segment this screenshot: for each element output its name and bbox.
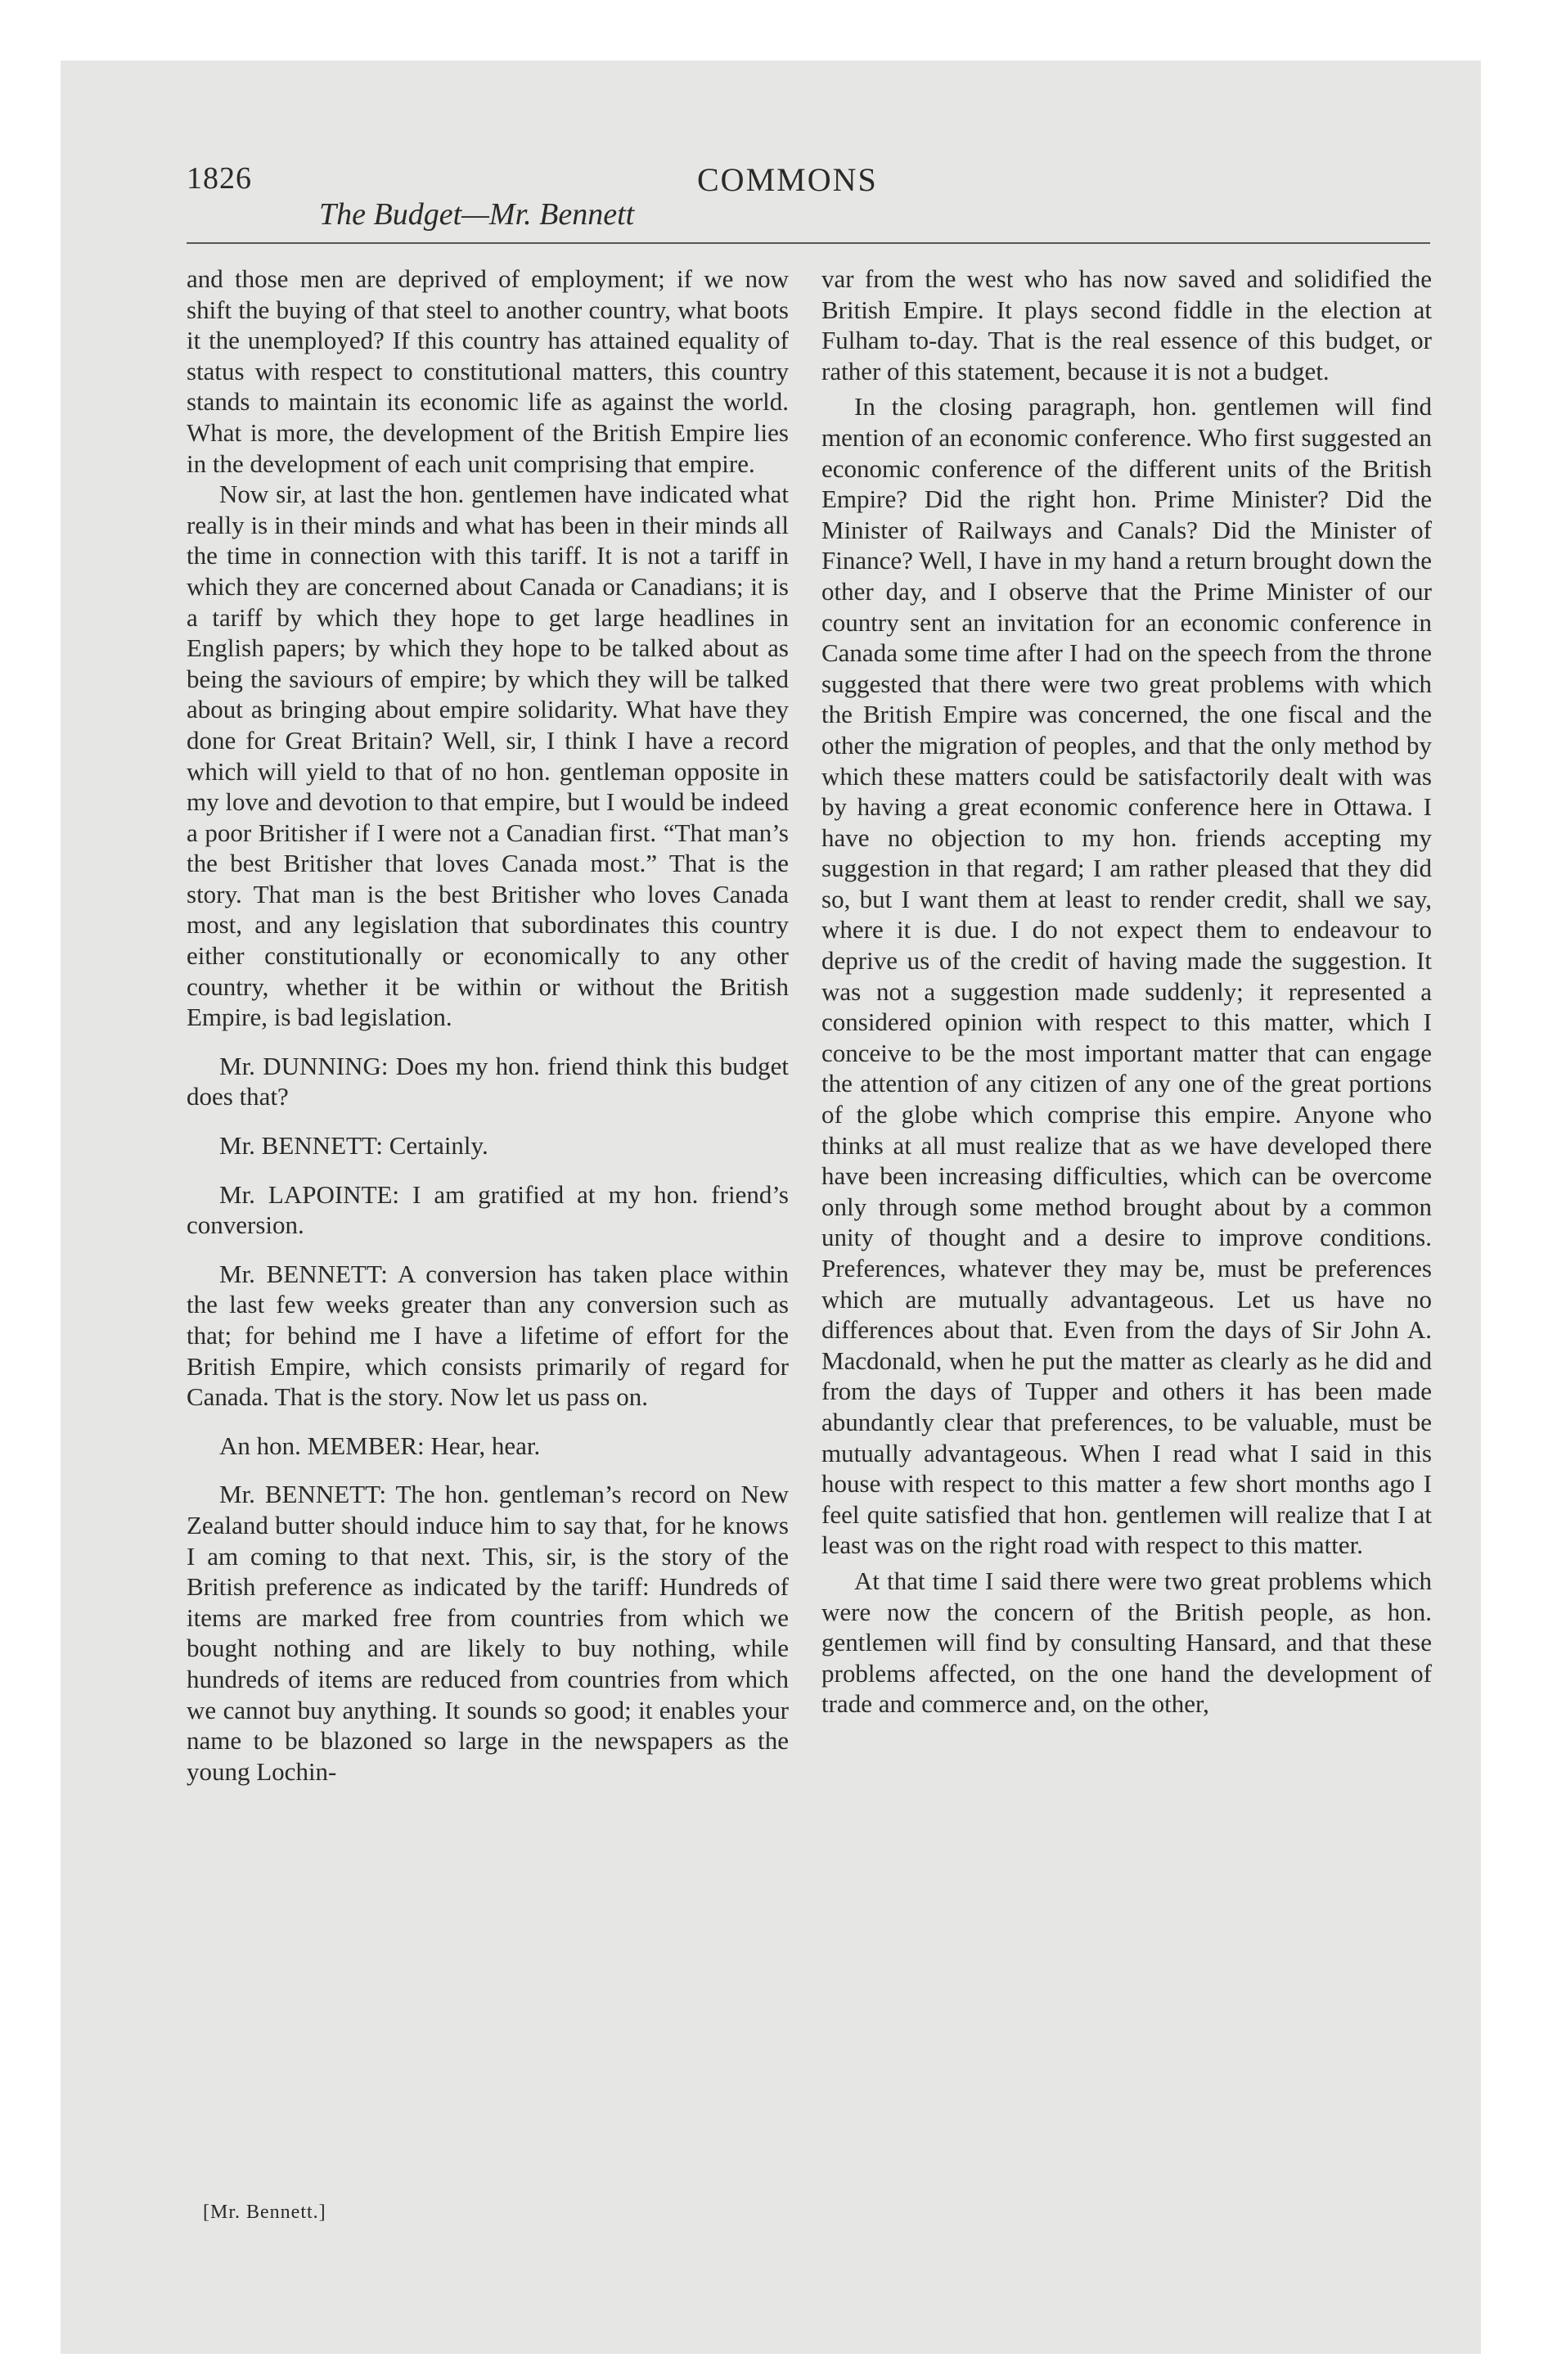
paragraph: and those men are deprived of employment; if we now shift the buying of that steel to another country, what boots it the unemployed? If this country has attained equality of status with respect to constitutional matters, this country stands to maintain its economic life as against the world. What is more, the development of the British Empire lies in the development of each unit comprising that empire.: [187, 264, 789, 478]
speech-lapointe: Mr. LAPOINTE: I am gratified at my hon. friend’s conversion.: [187, 1179, 789, 1240]
speaker-attribution: [Mr. Bennett.]: [203, 2202, 326, 2223]
left-column: [187, 264, 789, 1787]
header-rule: [187, 242, 1430, 244]
page-header: [187, 160, 1430, 250]
speech-bennett: Mr. BENNETT: A conversion has taken place within the last few weeks greater than any conversion such as that; for behind me I have a lifetime of effort for the British Empire, which consists primarily of regard for Canada. That is the story. Now let us pass on.: [187, 1259, 789, 1412]
paragraph: Now sir, at last the hon. gentlemen have indicated what really is in their minds and what has been in their minds all the time in connection with this tariff. It is not a tariff in which they are concerned about Canada or Canadians; it is a tariff by which they hope to get large headlines in English papers; by which they hope to be talked about as being the saviours of empire; by which they will be talked about as bringing about empire solidarity. What have they done for Great Britain? Well, sir, I think I have a record which will yield to that of no hon. gentleman opposite in my love and devotion to that empire, but I would be indeed a poor Britisher if I were not a Canadian first. “That man’s the best Britisher that loves Canada most.” That is the story. That man is the best Britisher who loves Canada most, and any legislation that subordinates this country either constitutionally or economically to any other country, whether it be within or without the British Empire, is bad legislation.: [187, 480, 789, 1032]
speech-dunning: Mr. DUNNING: Does my hon. friend think this budget does that?: [187, 1051, 789, 1111]
speech-bennett: Mr. BENNETT: Certainly.: [219, 1131, 488, 1161]
section-title: COMMONS: [697, 161, 878, 198]
speech-hon-member: An hon. MEMBER: Hear, hear.: [219, 1431, 541, 1460]
running-head: The Budget—Mr. Bennett: [319, 197, 635, 232]
speech-bennett: Mr. BENNETT: The hon. gentleman’s record on New Zealand butter should induce him to say that, for he knows I am coming to that next. This, sir, is the story of the British preference as indicated by the tariff: Hundreds of items are marked free from countries from which we bought nothing and are likely to buy nothing, while hundreds of items are reduced from countries from which we cannot buy anything. It sounds so good; it enables your name to be blazoned so large in the newspapers as the young Lochin-: [187, 1480, 789, 1786]
right-column: [821, 264, 1432, 1720]
paragraph: var from the west who has now saved and solidified the British Empire. It plays second fiddle in the election at Fulham to-day. That is the real essence of this budget, or rather of this statement, because it is not a budget.: [821, 264, 1432, 385]
page-number: 1826: [187, 161, 252, 196]
paragraph: At that time I said there were two great problems which were now the concern of the British people, as hon. gentlemen will find by consulting Hansard, and that these problems affected, on the one hand the development of trade and commerce and, on the other,: [821, 1566, 1432, 1719]
paragraph: In the closing paragraph, hon. gentlemen will find mention of an economic conference. Who first suggested an economic conference of the different units of the British Empire? Did the right hon. Prime Minister? Did the Minister of Railways and Canals? Did the Minister of Finance? Well, I have in my hand a return brought down the other day, and I observe that the Prime Minister of our country sent an invitation for an economic conference in Canada some time after I had on the speech from the throne suggested that there were two great problems with which the British Empire was concerned, the one fiscal and the other the migration of peoples, and that the only method by which these matters could be satisfactorily dealt with was by having a great economic conference here in Ottawa. I have no objection to my hon. friends accepting my suggestion in that regard; I am rather pleased that they did so, but I want them at least to render credit, shall we say, where it is due. I do not expect them to endeavour to deprive us of the credit of having made the suggestion. It was not a suggestion made suddenly; it represented a considered opinion with respect to this matter, which I conceive to be the most important matter that can engage the attention of any citizen of any one of the great portions of the globe which comprise this empire. Anyone who thinks at all must realize that as we have developed there have been increasing difficulties, which can be overcome only through some method brought about by a common unity of thought and a desire to improve conditions. Preferences, whatever they may be, must be preferences which are mutually advantageous. Let us have no differences about that. Even from the days of Sir John A. Macdonald, when he put the matter as clearly as he did and from the days of Tupper and others it has been made abundantly clear that preferences, to be valuable, must be mutually advantageous. When I read what I said in this house with respect to this matter a few short months ago I feel quite satisfied that hon. gentlemen will realize that I at least was on the right road with respect to this matter.: [821, 392, 1432, 1560]
